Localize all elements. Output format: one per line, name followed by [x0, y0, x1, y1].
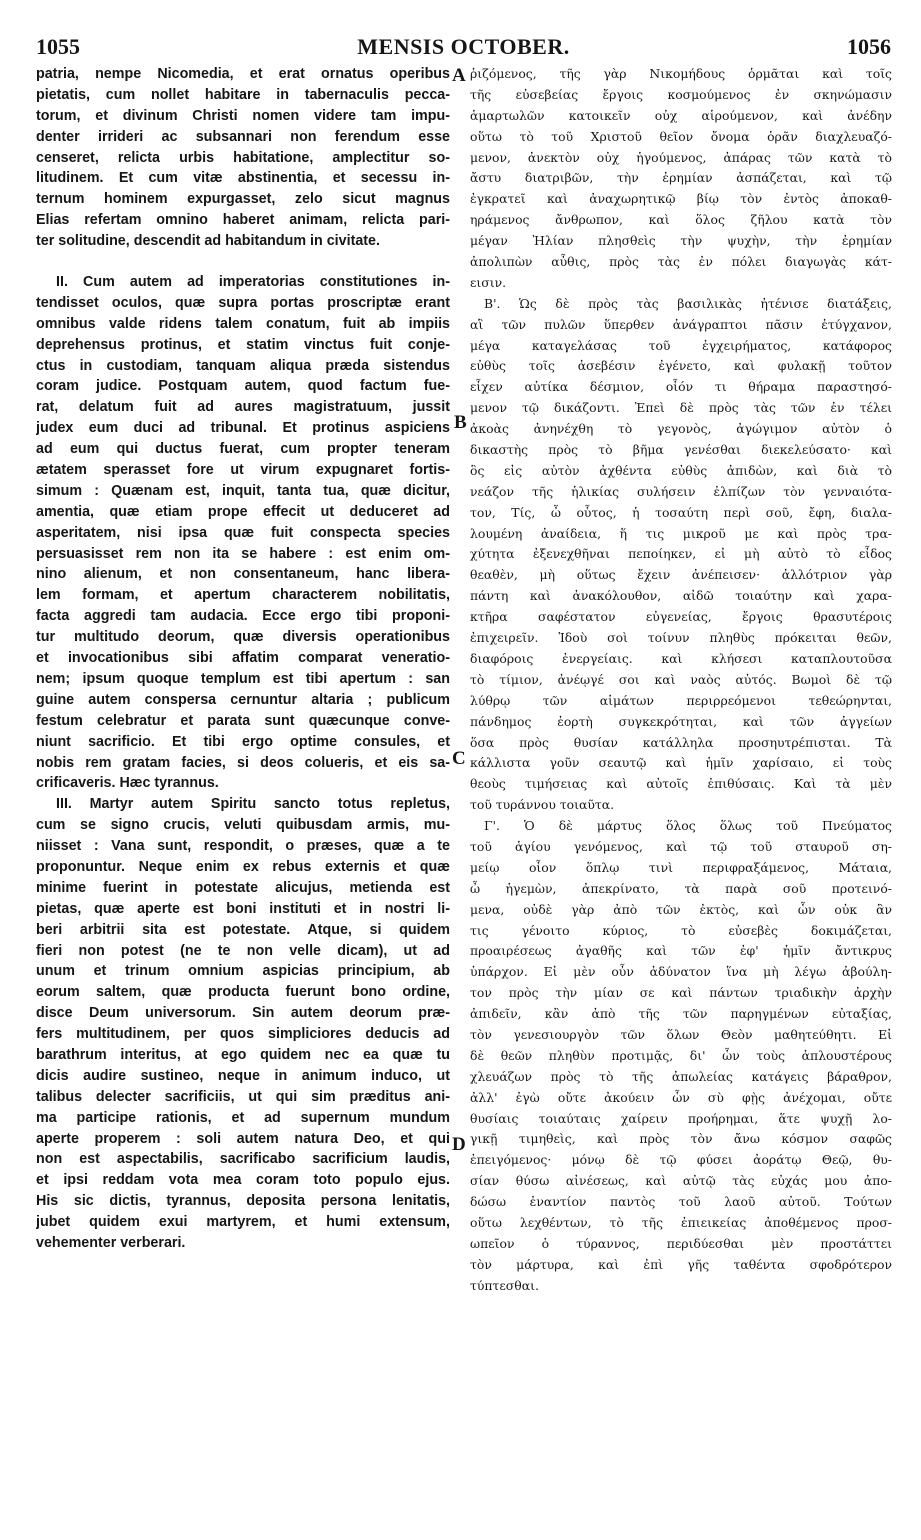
text-line: γικῇ τιμηθεὶς, καὶ πρὸς τὸν ἄνω κόσμον σαφῶς	[470, 1131, 892, 1147]
greek-column	[470, 64, 892, 1520]
text-line: τοῦ ἁγίου γενόμενος, καὶ τῷ τοῦ σταυροῦ ση-	[470, 838, 892, 854]
text-line: ἄστυ διατριβῶν, τὴν ἐρημίαν ἀσπάζεται, καὶ τῷ	[470, 170, 892, 186]
text-line: τῆς εὐσεβείας ἔργοις κοσμούμενος ἐν σκηνώμασιν	[470, 86, 892, 102]
text-line: coram judice. Postquam autem, quod factum fue-	[36, 378, 450, 395]
text-line: asperitatem, nisi ipsa quæ fuit conspecta species	[36, 524, 450, 541]
text-line: εὐθὺς τοῖς ἀσεβέσιν ἐγένετο, καὶ φυλακῇ τοῦτον	[470, 358, 892, 374]
text-line: III. Martyr autem Spiritu sancto totus repletus,	[56, 796, 450, 813]
text-line: simum : Quænam est, inquit, tanta tua, quæ dicitur,	[36, 482, 450, 499]
text-line: ὦ ἡγεμὼν, ἀπεκρίνατο, τὰ παρὰ σοῦ προτεινό-	[470, 880, 892, 896]
text-line: θεαθὲν, μὴ οὕτως ἔχειν ἀνέπεισεν· ἀλλότριον γὰρ	[470, 567, 892, 583]
text-line: Γ'. Ὁ δὲ μάρτυς ὅλος ὅλως τοῦ Πνεύματος	[484, 818, 892, 834]
text-line: τὸν μάρτυρα, καὶ ἐπὶ γῆς ταθέντα σφοδρότερον	[470, 1256, 892, 1272]
text-line: crificaveris. Hæc tyrannus.	[36, 775, 219, 792]
text-line: dicis audire sustineo, neque in animum induco, ut	[36, 1067, 450, 1084]
text-line: litudinem. Et cum vitæ abstinentia, et secessu in-	[36, 170, 450, 187]
text-line: non est aspectabilis, sacrificabo sacrificium laudis,	[36, 1151, 450, 1168]
text-line: κάλλιστα γοῦν σεαυτῷ καὶ ἡμῖν χαρίσαιο, εἰ τοὺς	[470, 755, 892, 771]
text-line: niisset : Vana sunt, respondit, o præses, quæ a te	[36, 838, 450, 855]
text-line: ἀπιδεῖν, κἂν ἀπὸ τῆς τῶν παρηγμένων εὐταξίας,	[470, 1006, 892, 1022]
text-line: patria, nempe Nicomedia, et erat ornatus operibus	[36, 66, 450, 82]
greek-paragraph-3	[470, 816, 892, 1296]
text-line: εἶχεν αὐτίκα δέσμιον, οἷόν τι θήραμα παραστησό-	[470, 379, 892, 395]
text-line: ternum hominem expurgasset, zelo sicut magnus	[36, 191, 450, 208]
text-line: θυσίαις τοιαύταις χαίρειν προήρημαι, ἅτε ψυχῇ λο-	[470, 1110, 892, 1126]
text-line: οὕτω λεχθέντων, τὸ τῆς ἐπιεικείας ἀποθέμενος προσ-	[470, 1214, 892, 1230]
text-line: pietatis, cum nollet habitare in tabernaculis pecca-	[36, 86, 450, 103]
left-page-number: 1055	[36, 34, 80, 59]
text-line: amentia, quæ etiam prope effecit ut deduceret ad	[36, 503, 450, 520]
text-line: κτῆρα σαφέστατον εὐγενείας, ἔργοις θρασυτέροις	[470, 609, 892, 625]
text-line: censeret, relicta urbis habitatione, amplectitur so-	[36, 149, 450, 166]
text-line: rat, delatum fuit ad aures magistratuum, jussit	[36, 399, 450, 416]
text-line: σίαν θύσω αἰνέσεως, καὶ αὐτῷ τὰς εὐχάς μου ἀπο-	[470, 1173, 892, 1189]
text-line: ἐπιχειρεῖν. Ἰδοὺ σοὶ τοίνυν πληθὺς πρόκειται θεῶν,	[470, 630, 892, 646]
text-line: δὲ θεῶν πληθὺν προτιμᾷς, δι' ὧν τοὺς ἁπλουστέρους	[470, 1047, 892, 1063]
text-line: ὅσα πρὸς θυσίαν κατάλληλα προσηυτρέπισται. Τὰ	[470, 734, 892, 750]
latin-column	[36, 64, 450, 1520]
text-line: II. Cum autem ad imperatorias constitutiones in-	[56, 274, 450, 291]
text-line: cum se signo crucis, veluti quibusdam armis, mu-	[36, 817, 450, 834]
text-line: omnibus valde ridens talem conatum, fuit ab impiis	[36, 315, 450, 332]
text-line: fieri non potest (ne te non velle dicam), ut ad	[36, 942, 450, 959]
text-line: ωπεῖον ὁ τύραννος, περιδύεσθαι μὲν προστάττει	[470, 1235, 892, 1251]
text-line: μενον, ἀνεκτὸν οὐχ ἡγούμενος, ἀπάρας τῶν κατὰ τὸ	[470, 149, 892, 165]
text-line: ἀκοὰς ἀνηνέχθη τὸ γεγονὸς, ἀγώγιμον αὐτὸν ὁ	[470, 421, 892, 437]
text-line: εισιν.	[470, 274, 507, 290]
text-line: μενον τῷ δικάζοντι. Ἐπεὶ δὲ πρὸς τὰς τῶν ἐν τέλει	[470, 400, 892, 416]
text-line: τοῦ τυράννου τοιαῦτα.	[470, 797, 615, 813]
latin-paragraph-3	[36, 794, 450, 1254]
text-line: jubet quidem exui martyrem, et humi extensum,	[36, 1214, 450, 1231]
text-line: facta aggredi tam audacia. Ecce ergo tibi proponi-	[36, 608, 450, 625]
text-line: nem; ipsum quoque templum est tibi apertum : san	[36, 670, 450, 687]
text-line: minime fuerint in potestate alicujus, metienda est	[36, 879, 450, 896]
text-line: ἁμαρτωλῶν κατοικεῖν οὐχ αἱρούμενον, καὶ ἀνέδην	[470, 107, 892, 123]
text-line: πάντη καὶ ἀνακόλουθον, αἰδῶ τοιαύτην καὶ χαρα-	[470, 588, 892, 604]
latin-paragraph-1	[36, 64, 450, 252]
text-line: ter solitudine, descendit ad habitandum in civitate.	[36, 233, 380, 250]
greek-paragraph-1	[470, 64, 892, 294]
text-line: ἀπολιπὼν αὖθις, πρὸς τὰς ἐν πόλει διαγωγὰς κάτ-	[470, 254, 892, 270]
text-line: διαφόροις ἐνεργείαις. καὶ κλήσεσι καταπλουτοῦσα	[470, 650, 892, 666]
text-line: disce Deum universorum. Sin autem deorum præ-	[36, 1005, 450, 1022]
text-line: λουμένη ἀναίδεια, ἥ τις μικροῦ με καὶ πρὸς τρα-	[470, 525, 892, 541]
text-line: et invocationibus sibi affatim comparat veneratio-	[36, 650, 450, 667]
text-line: tur multitudo deorum, quæ diversis operationibus	[36, 629, 450, 646]
text-line: τον πρὸς τὴν μίαν σε καὶ πάντων τριαδικὴν ἀρχὴν	[470, 985, 892, 1001]
text-line: ὃς εἰς αὐτὸν ἀχθέντα εὐθὺς ἀπιδὼν, καὶ διὰ τὸ	[470, 462, 892, 478]
text-line: Β'. Ὡς δὲ πρὸς τὰς βασιλικὰς ἠτένισε διατάξεις,	[484, 295, 892, 311]
text-line: nobis rem gratam facies, si deos colueris, et eis sa-	[36, 754, 450, 771]
latin-paragraph-2	[36, 272, 450, 794]
text-line: τὸ τίμιον, ἀνέῳγέ σοι καὶ ναὸς αὐτός. Βωμοὶ δὲ τῷ	[470, 671, 892, 687]
text-line: λύθρῳ τῶν αἱμάτων περιρρεόμενοι τεθεώρηνται,	[470, 692, 892, 708]
text-line: deprehensus protinus, et statim vinctus fuit conje-	[36, 336, 450, 353]
text-line: τον, Τίς, ὦ οὗτος, ἡ τοσαύτη περὶ σοῦ, ἔφη, διαλα-	[470, 504, 892, 520]
text-line: torum, et divinum Christi nomen videre tam impu-	[36, 107, 450, 124]
text-line: τις γένοιτο κύριος, τὸ εὐσεβὲς δοκιμάζεται,	[470, 922, 892, 938]
text-line: θεοὺς τιμήσειας καὶ αὐτοῖς ἐπιθύσαις. Καὶ τὰ μὲν	[470, 776, 892, 792]
text-line: προαιρέσεως ἀγαθῆς καὶ τῶν ἐφ' ἡμῖν ἄντικρυς	[470, 943, 892, 959]
text-line: ma participe rationis, et ad supernum mundum	[36, 1109, 450, 1126]
text-line: ἀλλ' ἐγὼ οὔτε ἀκούειν ὧν σὺ φῂς ἀνέχομαι, οὔτε	[470, 1089, 892, 1105]
margin-marker-c: C	[452, 748, 466, 769]
running-title: MENSIS OCTOBER.	[357, 34, 570, 59]
text-line: eorum saltem, quæ producta fuerunt bono ordine,	[36, 984, 450, 1001]
text-line: talibus delecter sacrificiis, ut qui sim præditus ani-	[36, 1088, 450, 1105]
text-line: ῥιζόμενος, τῆς γὰρ Νικομήδους ὁρμᾶται καὶ τοῖς	[470, 66, 892, 81]
text-line: αἳ τῶν πυλῶν ὕπερθεν ἀνάγραπτοι πᾶσιν ἐτύγχανον,	[470, 316, 892, 332]
text-line: pietas, quæ aperte est boni instituti et in nostri li-	[36, 900, 450, 917]
text-line: tendisset oculos, quæ supra portas proscriptæ erant	[36, 294, 450, 311]
text-line: χλευάζων πρὸς τὸ τῆς ἀπωλείας κατάγεις βάραθρον,	[470, 1068, 892, 1084]
margin-marker-b: B	[454, 412, 467, 433]
greek-paragraph-2	[470, 294, 892, 816]
text-line: μέγα καταγελάσας τοῦ ἐγχειρήματος, κατάφορος	[470, 337, 892, 353]
text-line: unum et trinum omnium aspicias principium, ab	[36, 963, 450, 980]
text-line: ηράμενος ἄνθρωπον, καὶ ὅλος ζῆλου κατὰ τὸν	[470, 212, 892, 228]
text-line: guine autem conspersa cernuntur altaria ; publicum	[36, 691, 450, 708]
text-line: aperte properem : soli autem natura Deo, et qui	[36, 1130, 450, 1147]
text-line: ἐγκρατεῖ καὶ ἀναχωρητικῷ βίῳ τὸν ἐντὸς ἀποκαθ-	[470, 191, 892, 207]
text-line: ætatem sperasset fore ut virum expugnaret fortis-	[36, 462, 450, 479]
text-line: Elias refertam omnino haberet animam, relicta pari-	[36, 212, 450, 229]
text-line: πάνδημος ἑορτὴ συγκεκρότηται, καὶ τῶν ἀγγείων	[470, 713, 892, 729]
text-line: judex eum duci ad tribunal. Et protinus aspiciens	[36, 420, 450, 437]
text-line: μείῳ οἷον ὅπλῳ τινὶ περιφραξάμενος, Μάταια,	[470, 859, 892, 875]
text-line: οὕτω τὸ τοῦ Χριστοῦ θεῖον ὄνομα ὁρᾶν διαχλευαζό-	[470, 128, 892, 144]
text-line: fers multitudinem, per quos simpliciores deducis ad	[36, 1026, 450, 1043]
right-page-number: 1056	[847, 34, 891, 59]
text-line: μενα, οὐδὲ γὰρ ἀπὸ τῶν ἐκτὸς, καὶ ὧν οὐκ ἂν	[470, 901, 892, 917]
text-line: His sic dictis, tyrannus, deposita persona lenitatis,	[36, 1193, 450, 1210]
text-line: barathrum interitus, at ego quidem nec ea quæ tu	[36, 1046, 450, 1063]
running-header	[36, 34, 891, 58]
text-line: et ipsi reddam vota mea coram toto populo ejus.	[36, 1172, 450, 1189]
text-line: persuasisset rem non ita se habere : est enim om-	[36, 545, 450, 562]
text-line: festum celebratur et parata sunt quæcunque conve-	[36, 712, 450, 729]
text-line: niunt sacrificio. Et tibi ergo optime consules, et	[36, 733, 450, 750]
text-line: denter irrideri ac subsannari non ferendum esse	[36, 128, 450, 145]
text-line: ὑπάρχον. Εἰ μὲν οὖν ἀδύνατον ἵνα μὴ λέγω ἀβούλη-	[470, 964, 892, 980]
text-line: ad eum qui ductus fuerat, cum propter teneram	[36, 441, 450, 458]
margin-marker-a: A	[452, 65, 466, 86]
text-line: δικαστὴς πρὸς τὸ βῆμα γενέσθαι διεκελεύσατο· καὶ	[470, 442, 892, 458]
text-line: lem formam, et apertum characterem nobilitatis,	[36, 587, 450, 604]
text-line: ctus in custodiam, tanquam aliqua præda sistendus	[36, 357, 450, 374]
text-line: ἐπειγόμενος· μόνῳ δὲ τῷ φύσει ἀοράτῳ Θεῷ, θυ-	[470, 1152, 892, 1168]
text-line: χύτητα ἐξενεχθῆναι πεποίηκεν, εἰ μὴ αὐτὸ τὸ εἶδος	[470, 546, 892, 562]
text-line: beri arbitrii sita est potestate. Atque, si quidem	[36, 921, 450, 938]
text-line: nino alienum, et non consentaneum, hanc libera-	[36, 566, 450, 583]
text-line: τύπτεσθαι.	[470, 1277, 539, 1293]
text-line: proponuntur. Neque enim ex rebus externis et quæ	[36, 858, 450, 875]
text-line: τὸν γενεσιουργὸν τῶν ὅλων Θεὸν μαθητεύθητι. Εἰ	[470, 1026, 892, 1042]
text-line: δώσω ἐναντίον παντὸς τοῦ λαοῦ αὐτοῦ. Τούτων	[470, 1194, 892, 1210]
text-line: νεάζον τῆς ἡλικίας συλήσειν ἐλπίζων τὸν γενναιότα-	[470, 483, 892, 499]
margin-marker-d: D	[452, 1134, 466, 1155]
text-line: vehementer verberari.	[36, 1234, 186, 1251]
text-line: μέγαν Ἠλίαν πλησθεὶς τὴν ψυχὴν, τὴν ἐρημίαν	[470, 233, 892, 249]
